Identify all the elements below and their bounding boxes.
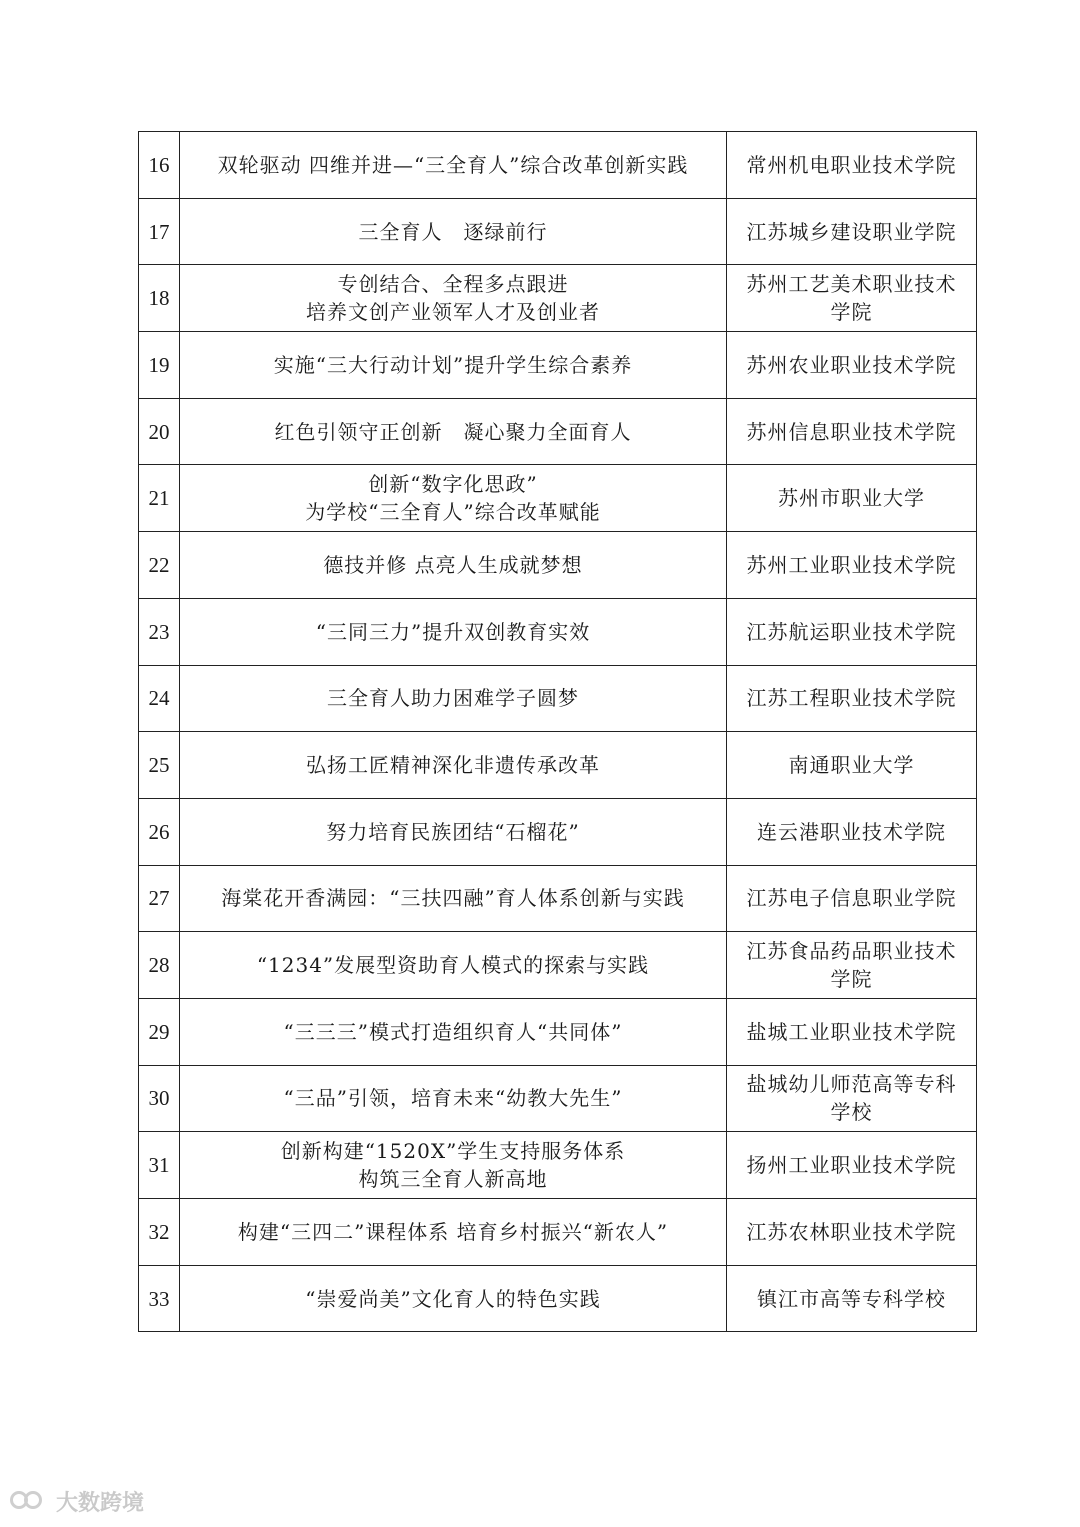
project-title: 红色引领守正创新 凝心聚力全面育人 <box>180 398 727 465</box>
table-row <box>139 1065 977 1132</box>
table-row <box>139 665 977 732</box>
project-title: “三同三力”提升双创教育实效 <box>180 598 727 665</box>
row-number: 16 <box>139 132 180 199</box>
table-row <box>139 198 977 265</box>
row-number: 26 <box>139 798 180 865</box>
project-title: 构建“三四二”课程体系 培育乡村振兴“新农人” <box>180 1199 727 1266</box>
project-title: 创新构建“1520X”学生支持服务体系 构筑三全育人新高地 <box>180 1132 727 1199</box>
school-name: 江苏农林职业技术学院 <box>727 1199 977 1266</box>
project-title: 德技并修 点亮人生成就梦想 <box>180 532 727 599</box>
school-name: 苏州工业职业技术学院 <box>727 532 977 599</box>
school-name: 江苏食品药品职业技术 学院 <box>727 932 977 999</box>
table-row <box>139 598 977 665</box>
row-number: 27 <box>139 865 180 932</box>
school-name: 苏州市职业大学 <box>727 465 977 532</box>
project-title: “三品”引领，培育未来“幼教大先生” <box>180 1065 727 1132</box>
project-title: 双轮驱动 四维并进—“三全育人”综合改革创新实践 <box>180 132 727 199</box>
table-row <box>139 132 977 199</box>
row-number: 28 <box>139 932 180 999</box>
project-title: “1234”发展型资助育人模式的探索与实践 <box>180 932 727 999</box>
row-number: 20 <box>139 398 180 465</box>
table-row <box>139 465 977 532</box>
table-row <box>139 732 977 799</box>
row-number: 29 <box>139 998 180 1065</box>
table-row <box>139 865 977 932</box>
watermark <box>10 1486 144 1517</box>
row-number: 19 <box>139 332 180 399</box>
school-name: 江苏城乡建设职业学院 <box>727 198 977 265</box>
table-row <box>139 398 977 465</box>
project-title: 专创结合、全程多点跟进 培养文创产业领军人才及创业者 <box>180 265 727 332</box>
project-title: 三全育人助力困难学子圆梦 <box>180 665 727 732</box>
row-number: 25 <box>139 732 180 799</box>
school-name: 苏州农业职业技术学院 <box>727 332 977 399</box>
table-row <box>139 998 977 1065</box>
project-title: 弘扬工匠精神深化非遗传承改革 <box>180 732 727 799</box>
table-body <box>139 132 977 1332</box>
row-number: 18 <box>139 265 180 332</box>
school-name: 江苏电子信息职业学院 <box>727 865 977 932</box>
row-number: 21 <box>139 465 180 532</box>
school-name: 连云港职业技术学院 <box>727 798 977 865</box>
school-name: 南通职业大学 <box>727 732 977 799</box>
project-title: “崇爱尚美”文化育人的特色实践 <box>180 1265 727 1332</box>
project-title: 三全育人 逐绿前行 <box>180 198 727 265</box>
row-number: 22 <box>139 532 180 599</box>
school-name: 扬州工业职业技术学院 <box>727 1132 977 1199</box>
school-name: 镇江市高等专科学校 <box>727 1265 977 1332</box>
school-name: 江苏工程职业技术学院 <box>727 665 977 732</box>
project-title: 努力培育民族团结“石榴花” <box>180 798 727 865</box>
projects-table <box>138 131 977 1332</box>
project-title: 实施“三大行动计划”提升学生综合素养 <box>180 332 727 399</box>
school-name: 苏州工艺美术职业技术 学院 <box>727 265 977 332</box>
table-row <box>139 1199 977 1266</box>
table-row <box>139 332 977 399</box>
row-number: 33 <box>139 1265 180 1332</box>
row-number: 30 <box>139 1065 180 1132</box>
school-name: 盐城工业职业技术学院 <box>727 998 977 1065</box>
watermark-text: 大数跨境 <box>56 1491 145 1516</box>
row-number: 24 <box>139 665 180 732</box>
row-number: 23 <box>139 598 180 665</box>
row-number: 32 <box>139 1199 180 1266</box>
table-row <box>139 932 977 999</box>
project-title: 海棠花开香满园：“三扶四融”育人体系创新与实践 <box>180 865 727 932</box>
school-name: 苏州信息职业技术学院 <box>727 398 977 465</box>
table-row <box>139 1132 977 1199</box>
table-row <box>139 1265 977 1332</box>
school-name: 常州机电职业技术学院 <box>727 132 977 199</box>
table-row <box>139 532 977 599</box>
school-name: 盐城幼儿师范高等专科 学校 <box>727 1065 977 1132</box>
project-title: 创新“数字化思政” 为学校“三全育人”综合改革赋能 <box>180 465 727 532</box>
table-row <box>139 265 977 332</box>
table-row <box>139 798 977 865</box>
link-circles-icon <box>10 1491 50 1513</box>
project-title: “三三三”模式打造组织育人“共同体” <box>180 998 727 1065</box>
school-name: 江苏航运职业技术学院 <box>727 598 977 665</box>
row-number: 17 <box>139 198 180 265</box>
row-number: 31 <box>139 1132 180 1199</box>
